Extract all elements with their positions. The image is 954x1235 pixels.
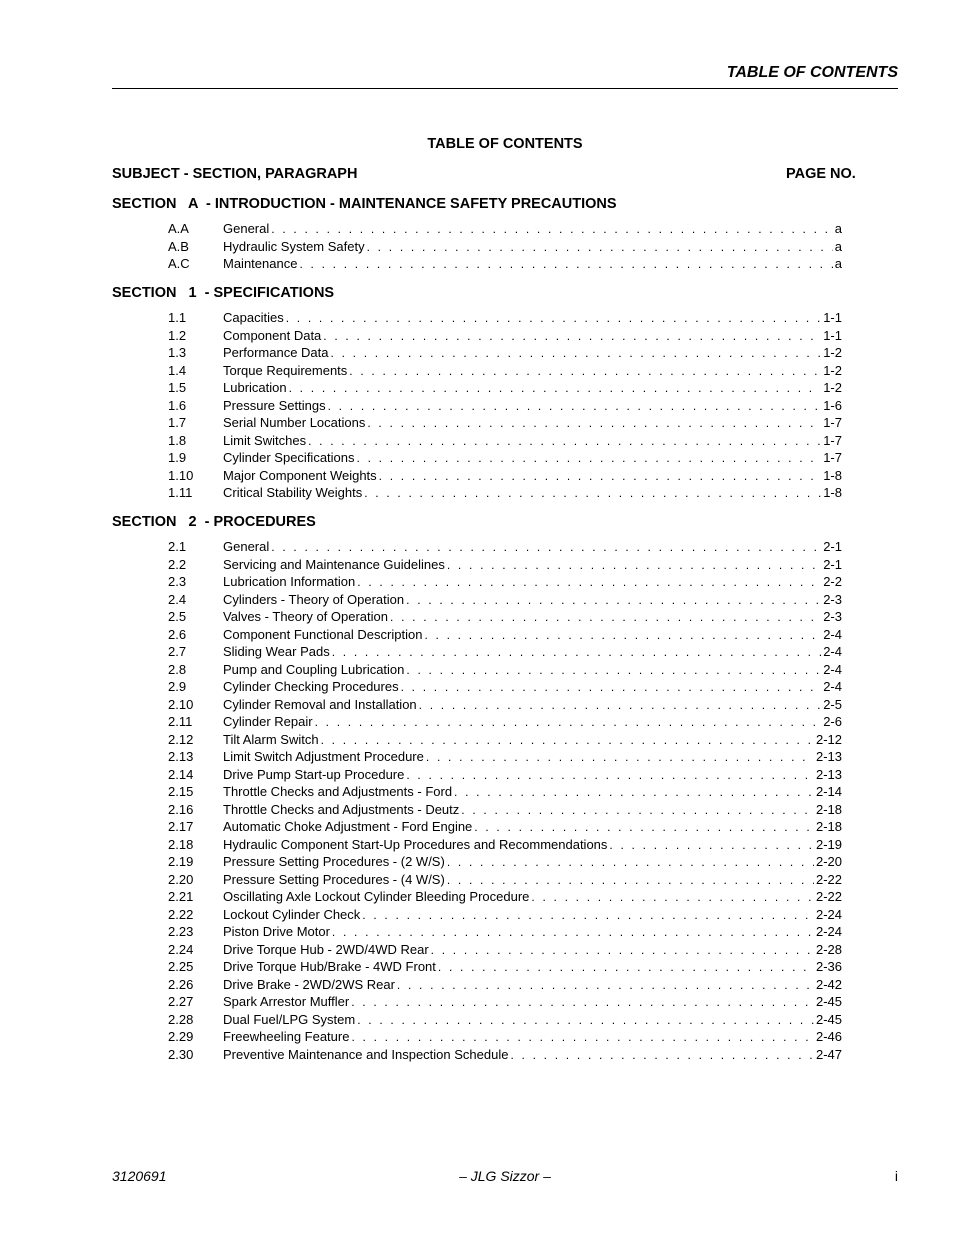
entry-number: 2.19 <box>168 854 194 869</box>
dot-leader <box>447 557 821 575</box>
running-header-title: TABLE OF CONTENTS <box>726 64 898 81</box>
entry-number: 1.2 <box>168 327 187 343</box>
entry-page-number: 2-28 <box>815 941 842 957</box>
toc-section <box>112 512 872 1063</box>
entry-page-number: 2-14 <box>815 784 842 799</box>
entry-page-number: 2-4 <box>823 679 842 694</box>
toc-entry <box>112 449 842 467</box>
dot-leader <box>531 889 814 907</box>
toc-entry <box>112 608 842 626</box>
dot-leader <box>321 732 814 750</box>
entry-page-number: a <box>834 256 842 271</box>
toc-entry <box>112 362 842 380</box>
entry-page-number: 2-4 <box>823 661 842 677</box>
entry-number: 1.11 <box>168 485 193 500</box>
toc-section <box>112 283 872 502</box>
toc-entry <box>112 379 842 397</box>
entry-page-number: 1-1 <box>823 310 842 325</box>
dot-leader <box>271 539 821 557</box>
entry-page-number: 2-13 <box>815 766 842 782</box>
entry-number: 2.29 <box>168 1029 194 1044</box>
dot-leader <box>401 679 822 697</box>
toc-entry <box>112 397 842 415</box>
dot-leader <box>286 310 822 328</box>
entry-number: 2.5 <box>168 609 187 624</box>
entry-number: 2.22 <box>168 906 194 922</box>
entry-number: 2.11 <box>168 714 193 729</box>
entry-number: 2.20 <box>168 871 194 887</box>
toc-entry <box>112 1028 842 1046</box>
toc-entry <box>112 766 842 784</box>
toc-entry <box>112 783 842 801</box>
entry-title: Hydraulic System Safety <box>223 238 365 254</box>
entry-page-number: 2-19 <box>815 836 842 852</box>
entry-title: Capacities <box>223 310 284 325</box>
entry-title: General <box>223 221 270 236</box>
entry-number: 2.13 <box>168 749 194 764</box>
entry-page-number: 2-13 <box>815 749 842 764</box>
entry-page-number: 1-8 <box>823 485 842 500</box>
entry-title: Limit Switch Adjustment Procedure <box>223 749 424 764</box>
toc-entry <box>112 255 842 273</box>
entry-number: 2.9 <box>168 679 187 694</box>
dot-leader <box>461 802 814 820</box>
toc-entry <box>112 888 842 906</box>
dot-leader <box>299 256 832 274</box>
toc-entry <box>112 432 842 450</box>
entry-title: General <box>223 539 270 554</box>
entry-number: 1.3 <box>168 345 187 360</box>
dot-leader <box>447 872 814 890</box>
entry-title: Spark Arrestor Muffler <box>223 994 350 1009</box>
dot-leader <box>351 994 814 1012</box>
entry-title: Drive Torque Hub - 2WD/4WD Rear <box>223 941 429 957</box>
entry-page-number: 2-47 <box>815 1046 842 1062</box>
dot-leader <box>406 662 821 680</box>
entry-page-number: a <box>834 221 842 236</box>
entry-page-number: 1-7 <box>823 432 842 448</box>
entry-page-number: 2-36 <box>815 959 842 974</box>
entry-title: Drive Brake - 2WD/2WS Rear <box>223 976 395 992</box>
entry-number: 1.10 <box>168 467 194 483</box>
entry-page-number: 2-5 <box>823 696 842 712</box>
dot-leader <box>332 644 821 662</box>
toc-entry-list <box>112 220 872 273</box>
dot-leader <box>323 328 821 346</box>
toc-entry <box>112 853 842 871</box>
entry-title: Cylinders - Theory of Operation <box>223 591 405 607</box>
entry-title: Lockout Cylinder Check <box>223 906 361 922</box>
dot-leader <box>362 907 814 925</box>
entry-number: 2.15 <box>168 784 194 799</box>
entry-number: 2.24 <box>168 941 194 957</box>
section-heading: SECTION A - INTRODUCTION - MAINTENANCE SAFETY PRECAUTIONS <box>112 196 617 212</box>
entry-page-number: 2-18 <box>815 801 842 817</box>
entry-title: Lubrication Information <box>223 574 356 589</box>
entry-title: Serial Number Locations <box>223 415 366 430</box>
entry-number: 2.26 <box>168 976 194 992</box>
entry-page-number: 1-7 <box>823 415 842 430</box>
entry-number: 2.28 <box>168 1011 194 1027</box>
entry-page-number: 2-45 <box>815 994 842 1009</box>
toc-entry <box>112 626 842 644</box>
dot-leader <box>424 627 821 645</box>
entry-page-number: 2-6 <box>823 714 842 729</box>
entry-number: 2.25 <box>168 959 194 974</box>
dot-leader <box>397 977 814 995</box>
entry-number: 2.10 <box>168 696 194 712</box>
entry-title: Pressure Setting Procedures - (2 W/S) <box>223 854 445 869</box>
entry-title: Pump and Coupling Lubrication <box>223 661 405 677</box>
toc-entry <box>112 906 842 924</box>
document-title: TABLE OF CONTENTS <box>427 136 583 152</box>
entry-title: Valves - Theory of Operation <box>223 609 388 624</box>
entry-number: 2.16 <box>168 801 194 817</box>
entry-title: Critical Stability Weights <box>223 485 363 500</box>
toc-entry <box>112 238 842 256</box>
entry-title: Cylinder Removal and Installation <box>223 696 417 712</box>
dot-leader <box>419 697 822 715</box>
entry-title: Tilt Alarm Switch <box>223 731 319 747</box>
dot-leader <box>332 924 814 942</box>
entry-page-number: 2-22 <box>815 871 842 887</box>
entry-title: Servicing and Maintenance Guidelines <box>223 556 445 572</box>
toc-entry-list <box>112 309 872 502</box>
entry-title: Sliding Wear Pads <box>223 644 330 659</box>
footer-product-name: – JLG Sizzor – <box>459 1168 551 1184</box>
entry-page-number: 1-2 <box>823 362 842 378</box>
section-heading: SECTION 2 - PROCEDURES <box>112 514 316 530</box>
dot-leader <box>357 1012 814 1030</box>
dot-leader <box>426 749 814 767</box>
entry-title: Component Data <box>223 327 322 343</box>
toc-entry <box>112 923 842 941</box>
entry-page-number: 2-22 <box>815 889 842 904</box>
entry-page-number: 2-1 <box>823 539 842 554</box>
toc-entry <box>112 327 842 345</box>
toc-entry-list <box>112 538 872 1063</box>
entry-title: Cylinder Repair <box>223 714 313 729</box>
entry-page-number: 2-4 <box>823 644 842 659</box>
entry-title: Drive Pump Start-up Procedure <box>223 766 405 782</box>
toc-entry <box>112 414 842 432</box>
entry-title: Drive Torque Hub/Brake - 4WD Front <box>223 959 436 974</box>
dot-leader <box>289 380 822 398</box>
entry-title: Automatic Choke Adjustment - Ford Engine <box>223 819 473 834</box>
entry-number: 2.17 <box>168 819 194 834</box>
entry-page-number: 2-4 <box>823 626 842 642</box>
toc-entry <box>112 801 842 819</box>
entry-page-number: 2-42 <box>815 976 842 992</box>
entry-title: Piston Drive Motor <box>223 924 330 939</box>
entry-number: 2.4 <box>168 591 187 607</box>
entry-title: Pressure Setting Procedures - (4 W/S) <box>223 871 445 887</box>
entry-title: Pressure Settings <box>223 397 326 413</box>
dot-leader <box>357 574 821 592</box>
toc-entry <box>112 871 842 889</box>
dot-leader <box>406 767 814 785</box>
entry-page-number: 2-45 <box>815 1011 842 1027</box>
toc-entry <box>112 713 842 731</box>
toc-entry <box>112 748 842 766</box>
dot-leader <box>609 837 814 855</box>
entry-title: Lubrication <box>223 380 287 395</box>
entry-title: Cylinder Checking Procedures <box>223 679 399 694</box>
entry-title: Preventive Maintenance and Inspection Schedule <box>223 1046 509 1062</box>
entry-title: Performance Data <box>223 345 329 360</box>
dot-leader <box>379 468 822 486</box>
dot-leader <box>357 450 822 468</box>
dot-leader <box>474 819 814 837</box>
entry-page-number: 2-2 <box>823 574 842 589</box>
entry-number: 2.6 <box>168 626 187 642</box>
dot-leader <box>271 221 833 239</box>
entry-number: 2.18 <box>168 836 194 852</box>
entry-page-number: 1-1 <box>823 327 842 343</box>
toc-section <box>112 194 872 273</box>
entry-title: Oscillating Axle Lockout Cylinder Bleeding Procedure <box>223 889 530 904</box>
entry-number: 1.5 <box>168 380 187 395</box>
entry-page-number: 1-7 <box>823 450 842 465</box>
entry-number: 2.8 <box>168 661 187 677</box>
toc-entry <box>112 993 842 1011</box>
toc-entry <box>112 1046 842 1064</box>
toc-entry <box>112 220 842 238</box>
entry-title: Freewheeling Feature <box>223 1029 350 1044</box>
entry-title: Throttle Checks and Adjustments - Ford <box>223 784 453 799</box>
dot-leader <box>308 433 821 451</box>
entry-title: Throttle Checks and Adjustments - Deutz <box>223 801 460 817</box>
dot-leader <box>367 239 833 257</box>
entry-number: 1.4 <box>168 362 187 378</box>
entry-page-number: 2-24 <box>815 906 842 922</box>
entry-page-number: 2-24 <box>815 924 842 939</box>
dot-leader <box>367 415 821 433</box>
toc-entry <box>112 467 842 485</box>
footer-page-number: i <box>894 1168 898 1184</box>
entry-number: 2.1 <box>168 539 187 554</box>
entry-page-number: 1-6 <box>823 397 842 413</box>
toc-entry <box>112 573 842 591</box>
column-heading-subject: SUBJECT - SECTION, PARAGRAPH <box>112 166 358 182</box>
entry-title: Component Functional Description <box>223 626 423 642</box>
toc-entry <box>112 976 842 994</box>
dot-leader <box>315 714 822 732</box>
section-heading: SECTION 1 - SPECIFICATIONS <box>112 285 335 301</box>
entry-title: Major Component Weights <box>223 467 377 483</box>
entry-number: 2.27 <box>168 994 194 1009</box>
toc-entry <box>112 731 842 749</box>
toc-entry <box>112 538 842 556</box>
entry-number: 1.7 <box>168 415 187 430</box>
dot-leader <box>390 609 821 627</box>
entry-number: A.C <box>168 256 190 271</box>
toc-entry <box>112 818 842 836</box>
entry-title: Hydraulic Component Start-Up Procedures and Recommendations <box>223 836 608 852</box>
entry-page-number: 2-46 <box>815 1029 842 1044</box>
entry-title: Dual Fuel/LPG System <box>223 1011 356 1027</box>
entry-number: A.A <box>168 221 189 236</box>
entry-number: 2.30 <box>168 1046 194 1062</box>
entry-title: Maintenance <box>223 256 298 271</box>
entry-number: A.B <box>168 238 189 254</box>
toc-entry <box>112 958 842 976</box>
dot-leader <box>454 784 814 802</box>
entry-number: 2.3 <box>168 574 187 589</box>
toc-entry <box>112 591 842 609</box>
toc-entry <box>112 484 842 502</box>
entry-page-number: 2-18 <box>815 819 842 834</box>
dot-leader <box>349 363 821 381</box>
toc-entry <box>112 836 842 854</box>
dot-leader <box>406 592 821 610</box>
entry-page-number: 1-2 <box>823 345 842 360</box>
entry-title: Limit Switches <box>223 432 307 448</box>
entry-page-number: 1-8 <box>823 467 842 483</box>
toc-entry <box>112 643 842 661</box>
toc-entry <box>112 556 842 574</box>
toc-entry <box>112 344 842 362</box>
entry-page-number: 2-3 <box>823 609 842 624</box>
toc-entry <box>112 1011 842 1029</box>
dot-leader <box>431 942 814 960</box>
entry-page-number: 1-2 <box>823 380 842 395</box>
entry-number: 2.2 <box>168 556 187 572</box>
entry-number: 1.9 <box>168 450 187 465</box>
entry-number: 2.21 <box>168 889 194 904</box>
column-heading-page-no: PAGE NO. <box>786 166 856 182</box>
entry-title: Cylinder Specifications <box>223 450 355 465</box>
toc-entry <box>112 678 842 696</box>
dot-leader <box>438 959 814 977</box>
entry-number: 1.1 <box>168 310 187 325</box>
entry-page-number: a <box>834 238 842 254</box>
entry-number: 1.6 <box>168 397 187 413</box>
dot-leader <box>351 1029 814 1047</box>
entry-page-number: 2-20 <box>815 854 842 869</box>
entry-page-number: 2-3 <box>823 591 842 607</box>
entry-page-number: 2-1 <box>823 556 842 572</box>
entry-title: Torque Requirements <box>223 362 348 378</box>
toc-entry <box>112 941 842 959</box>
entry-number: 2.14 <box>168 766 194 782</box>
entry-number: 2.23 <box>168 924 194 939</box>
entry-number: 1.8 <box>168 432 187 448</box>
header-divider <box>112 88 898 89</box>
toc-entry <box>112 309 842 327</box>
entry-number: 2.7 <box>168 644 187 659</box>
toc-entry <box>112 696 842 714</box>
footer-document-number: 3120691 <box>112 1168 167 1184</box>
dot-leader <box>510 1047 814 1065</box>
toc-entry <box>112 661 842 679</box>
dot-leader <box>331 345 822 363</box>
dot-leader <box>447 854 814 872</box>
dot-leader <box>328 398 822 416</box>
dot-leader <box>364 485 821 503</box>
entry-page-number: 2-12 <box>815 731 842 747</box>
entry-number: 2.12 <box>168 731 194 747</box>
